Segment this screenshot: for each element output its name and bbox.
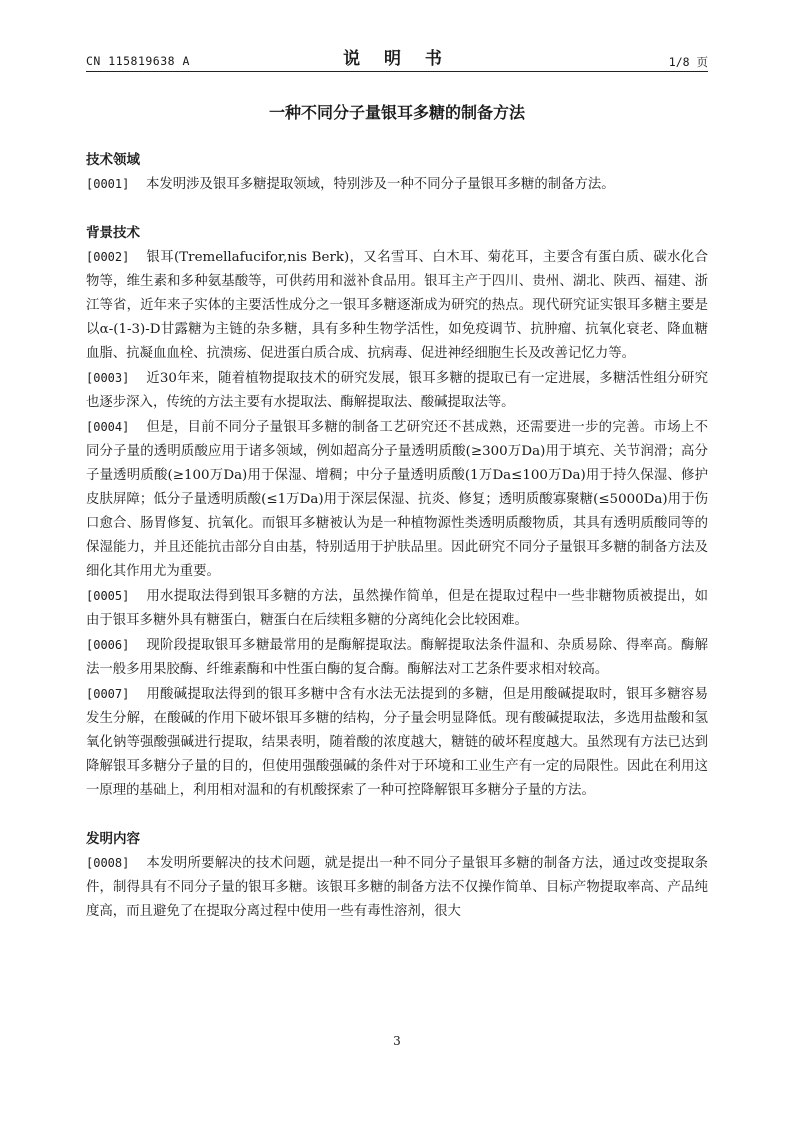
paragraph-number: [0005] bbox=[86, 589, 130, 603]
paragraph bbox=[86, 851, 708, 924]
paragraph-text: 但是，目前不同分子量银耳多糖的制备工艺研究还不甚成熟，还需要进一步的完善。市场上不同分子量的透明质酸应用于诸多领域，例如超高分子量透明质酸(≥300万Da)用于填充、关节润滑；高分子量透明质酸(≥100万Da)用于保湿、增稠；中分子量透明质酸(1万Da≤100万Da)用于持久保湿、修护皮肤屏障；低分子量透明质酸(≤1万Da)用于深层保湿、抗炎、修复；透明质酸寡聚糖(≤5000Da)用于伤口愈合、肠胃修复、抗氧化。而银耳多糖被认为是一种植物源性类透明质酸物质，其具有透明质酸同等的保湿能力，并且还能抗击部分自由基，特别适用于护肤品里。因此研究不同分子量银耳多糖的制备方法及细化其作用尤为重要。 bbox=[86, 420, 708, 579]
paragraph-text: 近30年来，随着植物提取技术的研究发展，银耳多糖的提取已有一定进展，多糖活性组分研究也逐步深入，传统的方法主要有水提取法、酶解提取法、酸碱提取法等。 bbox=[86, 371, 708, 410]
paragraph bbox=[86, 415, 708, 584]
paragraph-text: 现阶段提取银耳多糖最常用的是酶解提取法。酶解提取法条件温和、杂质易除、得率高。酶解法一般多用果胶酶、纤维素酶和中性蛋白酶的复合酶。酶解法对工艺条件要求相对较高。 bbox=[86, 638, 708, 677]
paragraph bbox=[86, 366, 708, 415]
paragraph-text: 用水提取法得到银耳多糖的方法，虽然操作简单，但是在提取过程中一些非糖物质被提出，如由于银耳多糖外具有糖蛋白，糖蛋白在后续粗多糖的分离纯化会比较困难。 bbox=[86, 589, 708, 628]
paragraph bbox=[86, 172, 708, 197]
paragraph-text: 本发明涉及银耳多糖提取领域，特别涉及一种不同分子量银耳多糖的制备方法。 bbox=[146, 177, 615, 192]
paragraph-number: [0007] bbox=[86, 687, 130, 701]
patent-number: CN 115819638 A bbox=[86, 54, 190, 68]
paragraph bbox=[86, 633, 708, 682]
header-rule bbox=[86, 71, 708, 72]
paragraph-number: [0004] bbox=[86, 420, 130, 434]
section-heading-tech-field: 技术领域 bbox=[86, 152, 140, 168]
section-heading-background: 背景技术 bbox=[86, 225, 140, 241]
paragraph-number: [0003] bbox=[86, 371, 130, 385]
paragraph-text: 用酸碱提取法得到的银耳多糖中含有水法无法提到的多糖，但是用酸碱提取时，银耳多糖容易发生分解，在酸碱的作用下破坏银耳多糖的结构，分子量会明显降低。现有酸碱提取法，多选用盐酸和氢氧化钠等强酸强碱进行提取，结果表明，随着酸的浓度越大，糖链的破坏程度越大。虽然现有方法已达到降解银耳多糖分子量的目的，但使用强酸强碱的条件对于环境和工业生产有一定的局限性。因此在利用这一原理的基础上，利用相对温和的有机酸探索了一种可控降解银耳多糖分子量的方法。 bbox=[86, 687, 708, 798]
section-heading-invention: 发明内容 bbox=[86, 831, 140, 847]
paragraph-number: [0008] bbox=[86, 856, 130, 870]
paragraph bbox=[86, 245, 708, 366]
paragraph-text: 银耳(Tremellafucifor,nis Berk)，又名雪耳、白木耳、菊花耳，主要含有蛋白质、碳水化合物等，维生素和多种氨基酸等，可供药用和滋补食品用。银耳主产于四川、贵州、湖北、陕西、福建、浙江等省，近年来子实体的主要活性成分之一银耳多糖逐渐成为研究的热点。现代研究证实银耳多糖主要是以α-(1-3)-D甘露糖为主链的杂多糖，具有多种生物学活性，如免疫调节、抗肿瘤、抗氧化衰老、降血糖血脂、抗凝血血栓、抗溃疡、促进蛋白质合成、抗病毒、促进神经细胞生长及改善记忆力等。 bbox=[86, 250, 708, 361]
paragraph-number: [0006] bbox=[86, 638, 130, 652]
paragraph-number: [0002] bbox=[86, 250, 130, 264]
page-header bbox=[86, 44, 708, 70]
paragraph-number: [0001] bbox=[86, 177, 130, 191]
paragraph bbox=[86, 682, 708, 803]
paragraph-text: 本发明所要解决的技术问题，就是提出一种不同分子量银耳多糖的制备方法，通过改变提取条件，制得具有不同分子量的银耳多糖。该银耳多糖的制备方法不仅操作简单、目标产物提取率高、产品纯度高，而且避免了在提取分离过程中使用一些有毒性溶剂，很大 bbox=[86, 856, 708, 919]
paragraph bbox=[86, 584, 708, 633]
document-type: 说 明 书 bbox=[343, 49, 451, 69]
page-number: 3 bbox=[393, 1034, 401, 1048]
page-count: 1/8 页 bbox=[668, 55, 708, 69]
document-body bbox=[86, 148, 708, 924]
document-title: 一种不同分子量银耳多糖的制备方法 bbox=[268, 103, 525, 122]
